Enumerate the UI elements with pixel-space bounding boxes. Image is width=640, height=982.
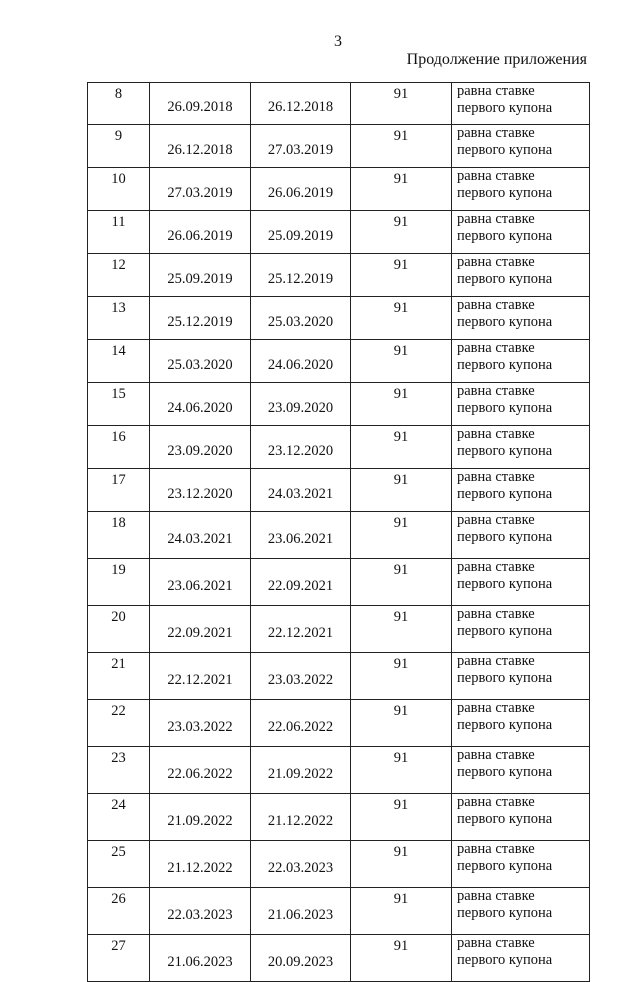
coupon-number-cell: 11 [88,211,150,254]
table-row [88,297,590,340]
coupon-rate-line-2: первого купона [457,905,553,921]
coupon-period-days-cell: 91 [351,559,452,606]
coupon-rate-cell [452,168,590,211]
coupon-start-date-cell: 22.09.2021 [150,606,251,653]
coupon-period-days-cell: 91 [351,340,452,383]
coupon-period-days-cell: 91 [351,383,452,426]
coupon-rate-line-2: первого купона [457,228,553,244]
coupon-number-cell: 22 [88,700,150,747]
coupon-start-date-cell: 24.03.2021 [150,512,251,559]
coupon-start-date-cell: 25.09.2019 [150,254,251,297]
coupon-end-date-cell: 24.03.2021 [251,469,351,512]
coupon-rate-cell [452,606,590,653]
coupon-period-days-cell: 91 [351,125,452,168]
coupon-rate-line-1: равна ставке [457,606,535,622]
coupon-end-date-cell: 23.03.2022 [251,653,351,700]
coupon-start-date-cell: 23.12.2020 [150,469,251,512]
coupon-end-date-cell: 25.12.2019 [251,254,351,297]
coupon-start-date-cell: 26.09.2018 [150,83,251,125]
coupon-start-date-cell: 21.09.2022 [150,794,251,841]
coupon-rate-cell [452,747,590,794]
coupon-rate-cell [452,83,590,125]
coupon-number-cell: 21 [88,653,150,700]
coupon-start-date-cell: 21.06.2023 [150,935,251,982]
coupon-rate-line-1: равна ставке [457,888,535,904]
coupon-number-cell: 14 [88,340,150,383]
coupon-rate-line-2: первого купона [457,670,553,686]
coupon-end-date-cell: 22.12.2021 [251,606,351,653]
coupon-rate-line-2: первого купона [457,717,553,733]
coupon-rate-line-1: равна ставке [457,794,535,810]
coupon-rate-line-1: равна ставке [457,841,535,857]
table-row [88,512,590,559]
coupon-schedule-table [87,82,590,982]
coupon-rate-line-2: первого купона [457,314,553,330]
coupon-rate-line-1: равна ставке [457,125,535,141]
table-row [88,888,590,935]
coupon-rate-line-1: равна ставке [457,747,535,763]
table-row [88,426,590,469]
coupon-period-days-cell: 91 [351,935,452,982]
coupon-number-cell: 25 [88,841,150,888]
coupon-start-date-cell: 25.03.2020 [150,340,251,383]
continuation-caption: Продолжение приложения [406,51,587,68]
coupon-rate-line-1: равна ставке [457,469,535,485]
coupon-rate-line-2: первого купона [457,952,553,968]
coupon-end-date-cell: 21.09.2022 [251,747,351,794]
coupon-period-days-cell: 91 [351,426,452,469]
coupon-period-days-cell: 91 [351,888,452,935]
table-row [88,794,590,841]
coupon-number-cell: 23 [88,747,150,794]
coupon-end-date-cell: 21.12.2022 [251,794,351,841]
coupon-end-date-cell: 25.03.2020 [251,297,351,340]
coupon-end-date-cell: 25.09.2019 [251,211,351,254]
coupon-rate-cell [452,794,590,841]
coupon-rate-cell [452,841,590,888]
coupon-number-cell: 12 [88,254,150,297]
coupon-rate-line-1: равна ставке [457,340,535,356]
table-row [88,700,590,747]
table-row [88,254,590,297]
coupon-rate-line-1: равна ставке [457,653,535,669]
page-number: 3 [334,33,342,50]
coupon-start-date-cell: 22.03.2023 [150,888,251,935]
table-row [88,559,590,606]
coupon-start-date-cell: 27.03.2019 [150,168,251,211]
coupon-rate-cell [452,653,590,700]
coupon-rate-line-1: равна ставке [457,383,535,399]
coupon-number-cell: 19 [88,559,150,606]
coupon-rate-line-1: равна ставке [457,559,535,575]
coupon-period-days-cell: 91 [351,747,452,794]
coupon-end-date-cell: 22.03.2023 [251,841,351,888]
coupon-period-days-cell: 91 [351,469,452,512]
coupon-rate-line-1: равна ставке [457,512,535,528]
coupon-number-cell: 13 [88,297,150,340]
coupon-number-cell: 9 [88,125,150,168]
coupon-start-date-cell: 26.12.2018 [150,125,251,168]
coupon-end-date-cell: 23.06.2021 [251,512,351,559]
coupon-rate-cell [452,469,590,512]
coupon-start-date-cell: 25.12.2019 [150,297,251,340]
coupon-rate-line-2: первого купона [457,623,553,639]
coupon-end-date-cell: 23.09.2020 [251,383,351,426]
table-row [88,83,590,125]
coupon-end-date-cell: 26.06.2019 [251,168,351,211]
coupon-rate-cell [452,512,590,559]
coupon-period-days-cell: 91 [351,794,452,841]
coupon-rate-line-1: равна ставке [457,168,535,184]
coupon-rate-cell [452,935,590,982]
coupon-period-days-cell: 91 [351,512,452,559]
coupon-number-cell: 18 [88,512,150,559]
coupon-end-date-cell: 22.09.2021 [251,559,351,606]
coupon-rate-line-2: первого купона [457,811,553,827]
coupon-rate-line-2: первого купона [457,100,553,116]
coupon-rate-cell [452,297,590,340]
coupon-rate-line-2: первого купона [457,357,553,373]
coupon-rate-line-1: равна ставке [457,83,535,99]
coupon-number-cell: 10 [88,168,150,211]
coupon-number-cell: 8 [88,83,150,125]
table-row [88,747,590,794]
table-row [88,340,590,383]
coupon-start-date-cell: 23.09.2020 [150,426,251,469]
table-row [88,125,590,168]
coupon-start-date-cell: 24.06.2020 [150,383,251,426]
coupon-number-cell: 16 [88,426,150,469]
coupon-period-days-cell: 91 [351,653,452,700]
coupon-rate-line-1: равна ставке [457,297,535,313]
coupon-rate-line-2: первого купона [457,486,553,502]
table-row [88,469,590,512]
coupon-period-days-cell: 91 [351,211,452,254]
table-row [88,168,590,211]
coupon-end-date-cell: 26.12.2018 [251,83,351,125]
table-row [88,653,590,700]
coupon-end-date-cell: 24.06.2020 [251,340,351,383]
table-row [88,211,590,254]
coupon-start-date-cell: 21.12.2022 [150,841,251,888]
coupon-period-days-cell: 91 [351,297,452,340]
table-row [88,841,590,888]
coupon-rate-cell [452,700,590,747]
coupon-period-days-cell: 91 [351,83,452,125]
coupon-period-days-cell: 91 [351,841,452,888]
coupon-number-cell: 27 [88,935,150,982]
coupon-end-date-cell: 27.03.2019 [251,125,351,168]
coupon-period-days-cell: 91 [351,254,452,297]
coupon-number-cell: 15 [88,383,150,426]
coupon-rate-line-2: первого купона [457,443,553,459]
coupon-rate-cell [452,559,590,606]
coupon-start-date-cell: 23.06.2021 [150,559,251,606]
coupon-rate-line-2: первого купона [457,576,553,592]
coupon-rate-line-1: равна ставке [457,254,535,270]
coupon-number-cell: 26 [88,888,150,935]
coupon-start-date-cell: 26.06.2019 [150,211,251,254]
coupon-period-days-cell: 91 [351,168,452,211]
coupon-rate-line-2: первого купона [457,271,553,287]
coupon-rate-line-1: равна ставке [457,426,535,442]
coupon-period-days-cell: 91 [351,700,452,747]
coupon-period-days-cell: 91 [351,606,452,653]
table-row [88,383,590,426]
coupon-rate-cell [452,888,590,935]
coupon-rate-cell [452,426,590,469]
coupon-rate-line-2: первого купона [457,764,553,780]
coupon-rate-line-2: первого купона [457,529,553,545]
coupon-end-date-cell: 22.06.2022 [251,700,351,747]
coupon-end-date-cell: 20.09.2023 [251,935,351,982]
coupon-rate-cell [452,383,590,426]
table-row [88,935,590,982]
coupon-rate-line-2: первого купона [457,400,553,416]
coupon-rate-line-1: равна ставке [457,211,535,227]
coupon-number-cell: 20 [88,606,150,653]
coupon-start-date-cell: 22.06.2022 [150,747,251,794]
coupon-schedule-body [88,83,590,982]
coupon-start-date-cell: 23.03.2022 [150,700,251,747]
coupon-end-date-cell: 21.06.2023 [251,888,351,935]
coupon-rate-line-2: первого купона [457,142,553,158]
coupon-start-date-cell: 22.12.2021 [150,653,251,700]
coupon-rate-line-2: первого купона [457,858,553,874]
coupon-rate-line-1: равна ставке [457,700,535,716]
table-row [88,606,590,653]
coupon-rate-line-2: первого купона [457,185,553,201]
coupon-rate-line-1: равна ставке [457,935,535,951]
coupon-rate-cell [452,211,590,254]
coupon-rate-cell [452,254,590,297]
coupon-rate-cell [452,125,590,168]
coupon-number-cell: 17 [88,469,150,512]
coupon-rate-cell [452,340,590,383]
coupon-number-cell: 24 [88,794,150,841]
coupon-end-date-cell: 23.12.2020 [251,426,351,469]
